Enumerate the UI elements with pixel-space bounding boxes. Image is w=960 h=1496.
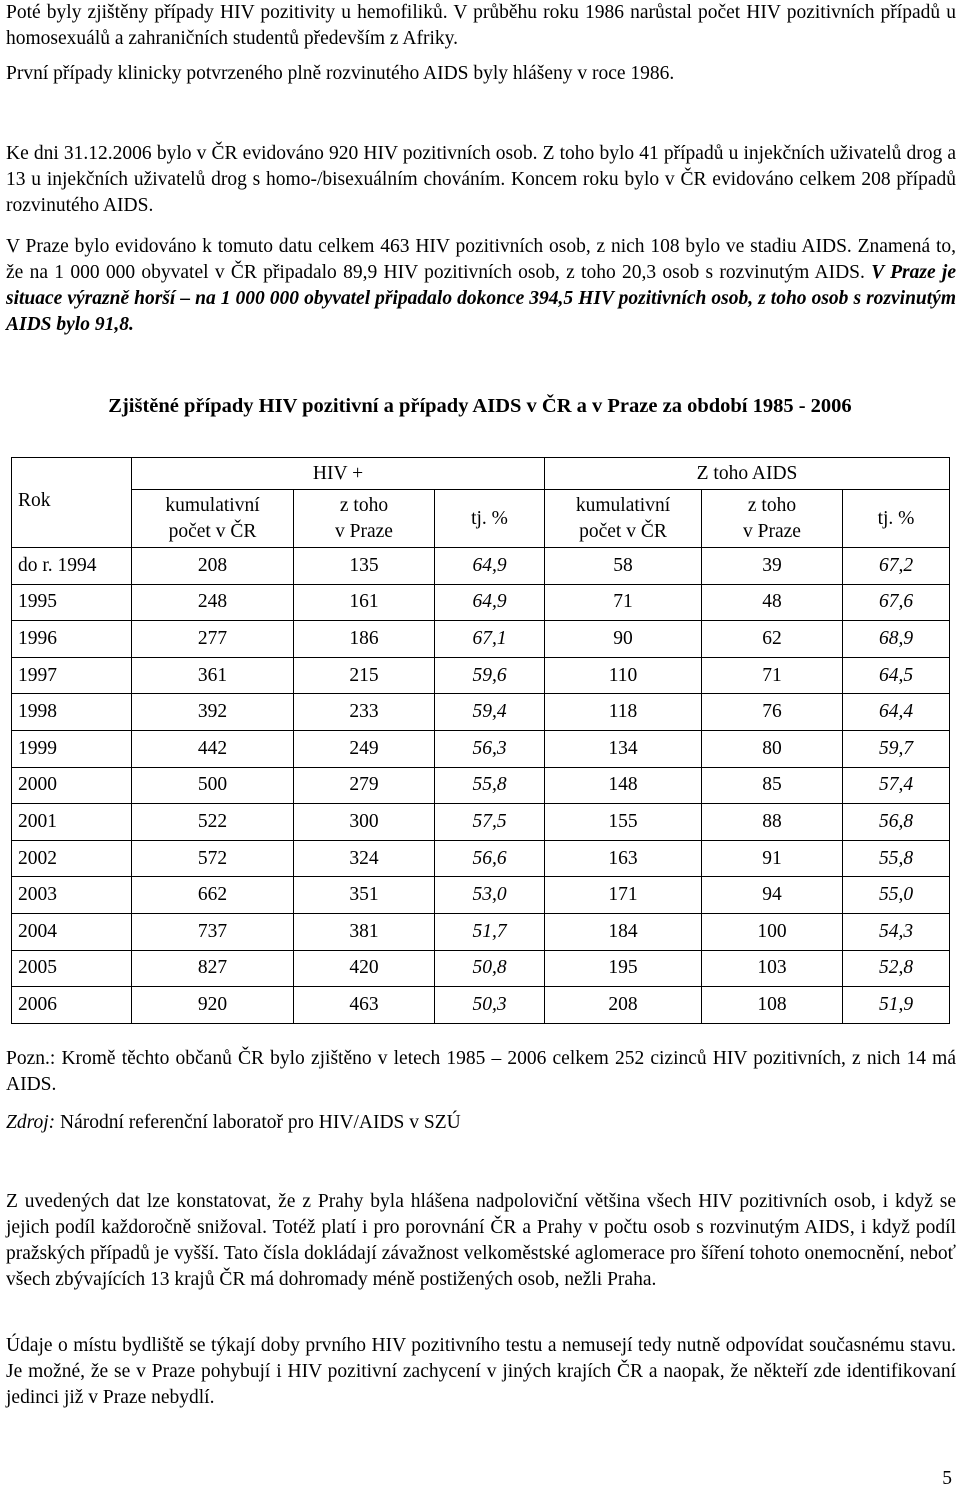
intro-paragraph-4-emphasis: V Praze je situace výrazně horší – na 1 000 000 obyvatel připadalo dokonce 394,5 HIV pozitivních osob, z toho osob s rozvinutým AIDS bylo 91,8. (6, 262, 956, 335)
cell-hiv-praha: 420 (294, 950, 435, 987)
cell-aids-cr: 163 (545, 840, 702, 877)
cell-aids-praha: 80 (702, 730, 843, 767)
header-aids-pct: tj. % (843, 490, 950, 548)
cell-hiv-pct: 57,5 (435, 804, 545, 841)
cell-aids-cr: 118 (545, 694, 702, 731)
cell-hiv-pct: 50,8 (435, 950, 545, 987)
cell-aids-praha: 85 (702, 767, 843, 804)
cell-aids-praha: 62 (702, 621, 843, 658)
cell-aids-cr: 90 (545, 621, 702, 658)
cell-hiv-pct: 59,4 (435, 694, 545, 731)
table-row (12, 913, 950, 950)
cell-rok: 1997 (12, 657, 132, 694)
table-source (6, 1110, 956, 1136)
cell-aids-praha: 71 (702, 657, 843, 694)
cell-hiv-cr: 208 (132, 548, 294, 585)
cell-hiv-pct: 51,7 (435, 913, 545, 950)
cell-hiv-pct: 56,6 (435, 840, 545, 877)
cell-hiv-praha: 381 (294, 913, 435, 950)
intro-paragraph-1: Poté byly zjištěny případy HIV pozitivity u hemofiliků. V průběhu roku 1986 narůstal počet HIV pozitivních případů u homosexuálů a zahraničních studentů především z Afriky. (6, 2, 956, 49)
cell-rok: 1999 (12, 730, 132, 767)
table-row (12, 987, 950, 1024)
header-group-hiv: HIV + (132, 458, 545, 490)
cell-aids-pct: 55,0 (843, 877, 950, 914)
cell-aids-cr: 58 (545, 548, 702, 585)
cell-aids-pct: 59,7 (843, 730, 950, 767)
source-label: Zdroj: (6, 1112, 56, 1133)
cell-hiv-praha: 161 (294, 584, 435, 621)
cell-hiv-pct: 67,1 (435, 621, 545, 658)
cell-hiv-cr: 522 (132, 804, 294, 841)
cell-hiv-praha: 249 (294, 730, 435, 767)
cell-aids-pct: 67,2 (843, 548, 950, 585)
header-hiv-praha: z toho v Praze (294, 490, 435, 548)
cell-rok: 2006 (12, 987, 132, 1024)
cell-aids-pct: 52,8 (843, 950, 950, 987)
cell-hiv-cr: 442 (132, 730, 294, 767)
cell-aids-pct: 64,5 (843, 657, 950, 694)
cell-aids-pct: 64,4 (843, 694, 950, 731)
cell-rok: 2005 (12, 950, 132, 987)
page-number: 5 (942, 1468, 952, 1489)
cell-rok: 1995 (12, 584, 132, 621)
cell-aids-praha: 91 (702, 840, 843, 877)
cell-aids-praha: 76 (702, 694, 843, 731)
cell-aids-praha: 103 (702, 950, 843, 987)
table-note: Pozn.: Kromě těchto občanů ČR bylo zjištěno v letech 1985 – 2006 celkem 252 cizinců HIV pozitivních, z nich 14 má AIDS. (6, 1048, 956, 1095)
table-row (12, 804, 950, 841)
conclusion-paragraph-1: Z uvedených dat lze konstatovat, že z Prahy byla hlášena nadpoloviční většina všech HIV pozitivních osob, i když se jejich podíl každoročně snižoval. Totéž platí i pro porovnání ČR a Prahy v počtu osob s rozvinutým AIDS, i když podíl pražských případů je vyšší. Tato čísla dokládají závažnost velkoměstské aglomerace pro šíření tohoto onemocnění, neboť všech zbývajících 13 krajů ČR má dohromady méně postižených osob, nežli Praha. (6, 1191, 956, 1290)
cell-aids-praha: 108 (702, 987, 843, 1024)
cell-hiv-pct: 59,6 (435, 657, 545, 694)
cell-hiv-cr: 572 (132, 840, 294, 877)
header-group-aids: Z toho AIDS (545, 458, 950, 490)
cell-aids-pct: 68,9 (843, 621, 950, 658)
cell-hiv-praha: 215 (294, 657, 435, 694)
cell-hiv-praha: 186 (294, 621, 435, 658)
cell-hiv-cr: 827 (132, 950, 294, 987)
intro-paragraph-4-normal: V Praze bylo evidováno k tomuto datu celkem 463 HIV pozitivních osob, z nich 108 bylo ve stadiu AIDS. Znamená to, že na 1 000 000 obyvatel v ČR připadalo 89,9 HIV pozitivních osob, z toho 20,3 osob s rozvinutým AIDS. (6, 236, 956, 283)
cell-hiv-cr: 392 (132, 694, 294, 731)
cell-aids-pct: 55,8 (843, 840, 950, 877)
table-row (12, 877, 950, 914)
cell-hiv-pct: 55,8 (435, 767, 545, 804)
cell-hiv-praha: 351 (294, 877, 435, 914)
cell-hiv-praha: 135 (294, 548, 435, 585)
cell-hiv-praha: 279 (294, 767, 435, 804)
cell-hiv-cr: 737 (132, 913, 294, 950)
cell-aids-cr: 155 (545, 804, 702, 841)
cell-aids-cr: 148 (545, 767, 702, 804)
cell-rok: 2002 (12, 840, 132, 877)
cell-hiv-pct: 53,0 (435, 877, 545, 914)
cell-aids-praha: 100 (702, 913, 843, 950)
cell-hiv-cr: 361 (132, 657, 294, 694)
header-rok: Rok (12, 458, 132, 548)
cell-aids-praha: 48 (702, 584, 843, 621)
cell-hiv-praha: 300 (294, 804, 435, 841)
table-row (12, 840, 950, 877)
table-row (12, 730, 950, 767)
table-row (12, 694, 950, 731)
cell-hiv-praha: 324 (294, 840, 435, 877)
header-aids-kumulativni: kumulativní počet v ČR (545, 490, 702, 548)
cell-aids-praha: 88 (702, 804, 843, 841)
cell-aids-pct: 54,3 (843, 913, 950, 950)
cell-rok: 1998 (12, 694, 132, 731)
intro-paragraph-3: Ke dni 31.12.2006 bylo v ČR evidováno 920 HIV pozitivních osob. Z toho bylo 41 případů u injekčních uživatelů drog a 13 u injekčních uživatelů drog s homo-/bisexuálním chováním. Koncem roku bylo v ČR evidováno celkem 208 případů rozvinutého AIDS. (6, 143, 956, 216)
conclusion-paragraph-2: Údaje o místu bydliště se týkají doby prvního HIV pozitivního testu a nemusejí tedy nutně odpovídat současnému stavu. Je možné, že se v Praze pohybují i HIV pozitivní zachycení v jiných krajích ČR a naopak, že někteří zde identifikovaní jedinci již v Praze nebydlí. (6, 1335, 956, 1408)
cell-rok: 1996 (12, 621, 132, 658)
source-text: Národní referenční laboratoř pro HIV/AIDS v SZÚ (55, 1112, 461, 1133)
table-title: Zjištěné případy HIV pozitivní a případy AIDS v ČR a v Praze za období 1985 - 2006 (108, 395, 852, 417)
cell-aids-pct: 57,4 (843, 767, 950, 804)
cell-aids-cr: 71 (545, 584, 702, 621)
cell-hiv-pct: 64,9 (435, 584, 545, 621)
table-row (12, 950, 950, 987)
table-row (12, 657, 950, 694)
cell-hiv-pct: 56,3 (435, 730, 545, 767)
cell-aids-pct: 67,6 (843, 584, 950, 621)
cell-hiv-pct: 64,9 (435, 548, 545, 585)
cell-aids-pct: 56,8 (843, 804, 950, 841)
table-header-row-groups (12, 458, 950, 490)
cell-hiv-cr: 662 (132, 877, 294, 914)
cell-hiv-cr: 500 (132, 767, 294, 804)
cell-hiv-praha: 463 (294, 987, 435, 1024)
header-hiv-kumulativni: kumulativní počet v ČR (132, 490, 294, 548)
table-row (12, 584, 950, 621)
cell-rok: 2000 (12, 767, 132, 804)
cell-hiv-cr: 277 (132, 621, 294, 658)
cell-hiv-cr: 248 (132, 584, 294, 621)
cell-aids-cr: 110 (545, 657, 702, 694)
cell-aids-praha: 94 (702, 877, 843, 914)
cell-aids-cr: 184 (545, 913, 702, 950)
cell-hiv-praha: 233 (294, 694, 435, 731)
cell-rok: 2003 (12, 877, 132, 914)
header-aids-praha: z toho v Praze (702, 490, 843, 548)
cell-aids-cr: 195 (545, 950, 702, 987)
intro-paragraph-4 (6, 234, 956, 338)
intro-paragraph-2: První případy klinicky potvrzeného plně rozvinutého AIDS byly hlášeny v roce 1986. (6, 63, 675, 84)
table-row (12, 621, 950, 658)
table-row (12, 767, 950, 804)
hiv-aids-table (11, 457, 950, 1024)
cell-hiv-pct: 50,3 (435, 987, 545, 1024)
cell-rok: do r. 1994 (12, 548, 132, 585)
cell-aids-pct: 51,9 (843, 987, 950, 1024)
table-row (12, 548, 950, 585)
cell-hiv-cr: 920 (132, 987, 294, 1024)
cell-aids-cr: 134 (545, 730, 702, 767)
cell-aids-cr: 171 (545, 877, 702, 914)
table-header-row-sub (12, 490, 950, 548)
cell-rok: 2001 (12, 804, 132, 841)
cell-aids-cr: 208 (545, 987, 702, 1024)
cell-aids-praha: 39 (702, 548, 843, 585)
header-hiv-pct: tj. % (435, 490, 545, 548)
cell-rok: 2004 (12, 913, 132, 950)
